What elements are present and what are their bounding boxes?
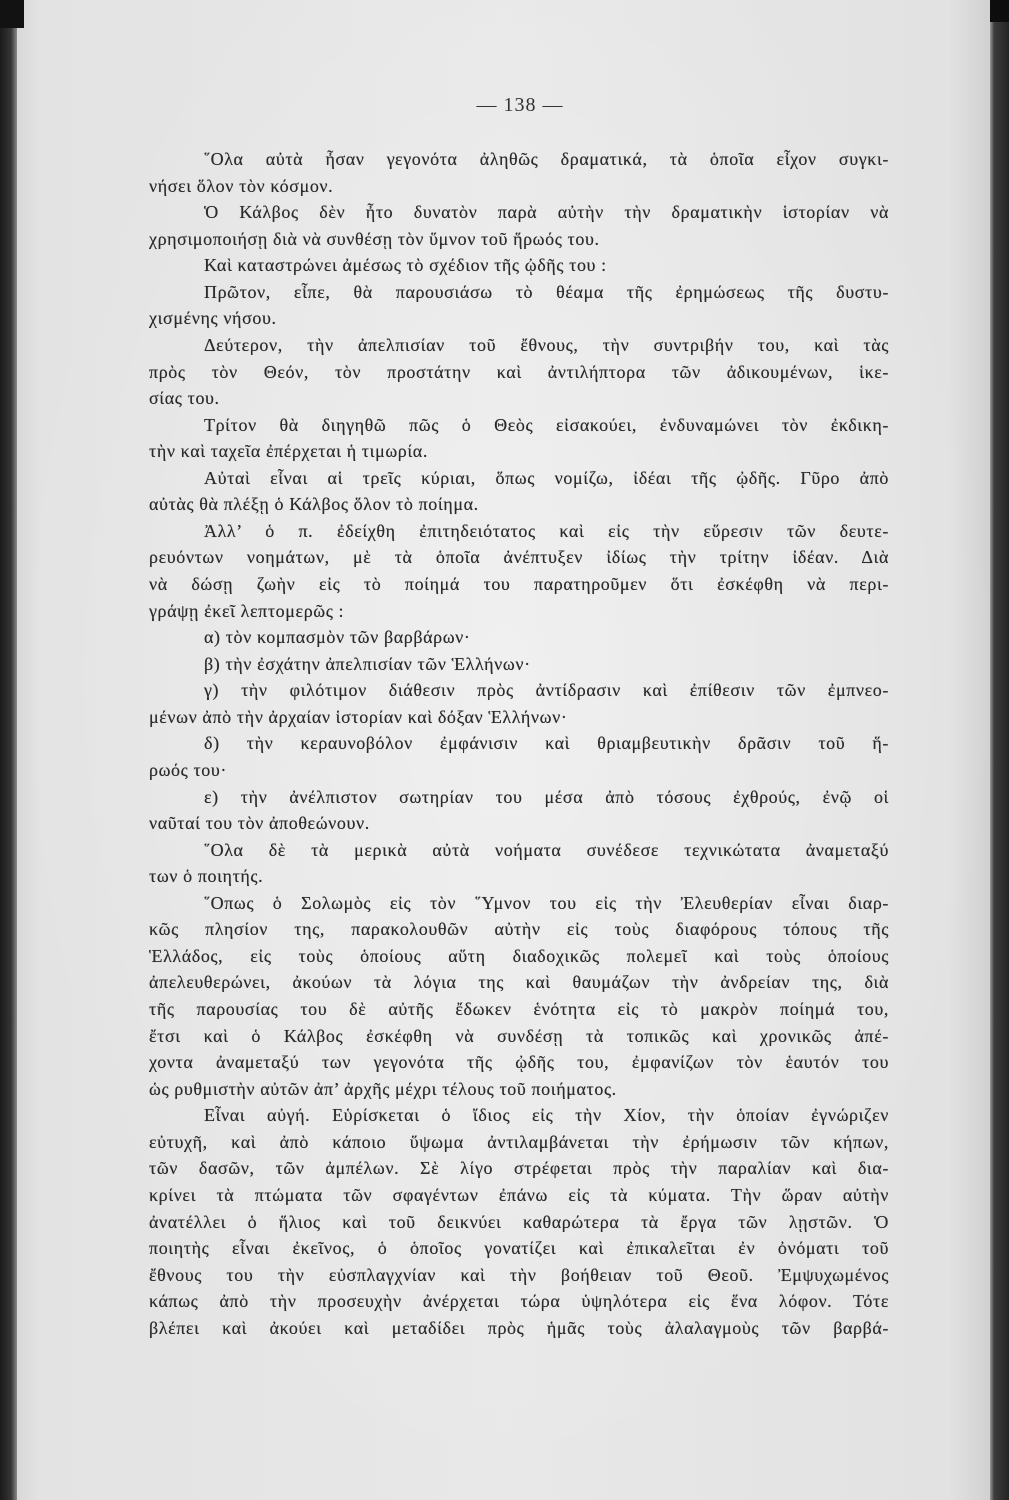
text-line: ε) τὴν ἀνέλπιστον σωτηρίαν του μέσα ἀπὸ τόσους ἐχθρούς, ἐνῷ οἱ xyxy=(204,786,889,807)
text-line: Ὁ Κάλβος δὲν ἦτο δυνατὸν παρὰ αὐτὴν τὴν δραματικὴν ἱστορίαν νὰ xyxy=(204,202,889,223)
text-line: πρὸς τὸν Θεόν, τὸν προστάτην καὶ ἀντιλήπτορα τῶν ἀδικουμένων, ἱκε- xyxy=(149,361,889,382)
text-line: ἔτσι καὶ ὁ Κάλβος ἐσκέφθη νὰ συνδέσῃ τὰ τοπικῶς καὶ χρονικῶς ἀπέ- xyxy=(149,1025,889,1046)
text-line: ῞Ολα αὐτὰ ἦσαν γεγονότα ἀληθῶς δραματικά, τὰ ὁποῖα εἶχον συγκι- xyxy=(204,149,889,169)
paragraph xyxy=(149,199,889,252)
paragraph xyxy=(149,332,889,412)
text-line: Αὐταὶ εἶναι αἱ τρεῖς κύριαι, ὅπως νομίζω, ἰδέαι τῆς ᾠδῆς. Γῦρο ἀπὸ xyxy=(204,467,889,488)
text-line: κάπως ἀπὸ τὴν προσευχὴν ἀνέρχεται τώρα ὑψηλότερα εἰς ἕνα λόφον. Τότε xyxy=(149,1291,889,1312)
text-line: ῞Οπως ὁ Σολωμὸς εἰς τὸν ῞Υμνον του εἰς τὴν Ἐλευθερίαν εἶναι διαρ- xyxy=(204,892,889,913)
text-line: βλέπει καὶ ἀκούει καὶ μεταδίδει πρὸς ἡμᾶς τοὺς ἀλαλαγμοὺς τῶν βαρβά- xyxy=(149,1317,889,1338)
text-line: των ὁ ποιητής. xyxy=(149,866,264,887)
paragraph xyxy=(149,146,889,199)
text-line: α) τὸν κομπασμὸν τῶν βαρβάρων· xyxy=(204,627,471,648)
text-line: μένων ἀπὸ τὴν ἀρχαίαν ἱστορίαν καὶ δόξαν Ἑλλήνων· xyxy=(149,706,568,727)
text-line: ἀπελευθερώνει, ἀκούων τὰ λόγια της καὶ θαυμάζων τὴν ἀνδρείαν της, διὰ xyxy=(149,972,889,993)
body-text xyxy=(149,146,889,1341)
text-line: ὡς ρυθμιστὴν αὐτῶν ἀπ’ ἀρχῆς μέχρι τέλους τοῦ ποιήματος. xyxy=(149,1078,617,1099)
paragraph xyxy=(149,1102,889,1341)
text-line: ναῦταί του τὸν ἀποθεώνουν. xyxy=(149,813,370,834)
text-line: χρησιμοποιήσῃ διὰ νὰ συνθέσῃ τὸν ὕμνον τοῦ ἥρωός του. xyxy=(149,228,600,249)
text-line: κρίνει τὰ πτώματα τῶν σφαγέντων ἐπάνω εἰς τὰ κύματα. Τὴν ὥραν αὐτὴν xyxy=(149,1184,889,1205)
paragraph xyxy=(149,252,889,279)
text-line: χισμένης νήσου. xyxy=(149,308,277,329)
paragraph xyxy=(149,890,889,1103)
text-line: τῶν δασῶν, τῶν ἀμπέλων. Σὲ λίγο στρέφεται πρὸς τὴν παραλίαν καὶ δια- xyxy=(149,1158,889,1179)
list-item-d xyxy=(149,730,889,783)
text-line: νήσει ὅλον τὸν κόσμον. xyxy=(149,175,334,196)
paragraph xyxy=(149,412,889,465)
paragraph xyxy=(149,518,889,624)
page-number: — 138 — xyxy=(476,94,564,116)
scan-corner-top-right xyxy=(990,0,1009,22)
text-line: Ἀλλ’ ὁ π. ἐδείχθη ἐπιτηδειότατος καὶ εἰς τὴν εὕρεσιν τῶν δευτε- xyxy=(204,520,889,541)
text-line: αὐτὰς θὰ πλέξῃ ὁ Κάλβος ὅλον τὸ ποίημα. xyxy=(149,494,479,515)
text-line: ρευόντων νοημάτων, μὲ τὰ ὁποῖα ἀνέπτυξεν ἰδίως τὴν τρίτην ἰδέαν. Διὰ xyxy=(149,547,889,568)
text-line: ἀνατέλλει ὁ ἥλιος καὶ τοῦ δεικνύει καθαρώτερα τὰ ἔργα τῶν λῃστῶν. Ὁ xyxy=(149,1211,889,1232)
list-item-b xyxy=(149,651,889,678)
list-item-a xyxy=(149,624,889,651)
list-item-c xyxy=(149,677,889,730)
list-item-e xyxy=(149,784,889,837)
scan-edge-left xyxy=(0,0,17,1500)
scan-edge-right xyxy=(990,0,1009,1500)
text-line: Καὶ καταστρώνει ἀμέσως τὸ σχέδιον τῆς ᾠδῆς του : xyxy=(204,255,607,276)
text-line: κῶς πλησίον της, παρακολουθῶν αὐτὴν εἰς τοὺς διαφόρους τόπους τῆς xyxy=(149,919,889,940)
text-line: γράψῃ ἐκεῖ λεπτομερῶς : xyxy=(149,600,345,621)
text-line: γ) τὴν φιλότιμον διάθεσιν πρὸς ἀντίδρασιν καὶ ἐπίθεσιν τῶν ἐμπνεο- xyxy=(204,680,889,701)
text-line: Εἶναι αὐγή. Εὑρίσκεται ὁ ἴδιος εἰς τὴν Χίον, τὴν ὁποίαν ἐγνώριζεν xyxy=(204,1105,889,1126)
text-line: ρωός του· xyxy=(149,759,227,780)
scan-corner-top-left xyxy=(0,0,24,28)
text-line: ἔθνους του τὴν εὐσπλαγχνίαν καὶ τὴν βοήθειαν τοῦ Θεοῦ. Ἐμψυχωμένος xyxy=(149,1264,889,1285)
text-line: Δεύτερον, τὴν ἀπελπισίαν τοῦ ἔθνους, τὴν συντριβήν του, καὶ τὰς xyxy=(204,334,889,355)
text-line: Πρῶτον, εἶπε, θὰ παρουσιάσω τὸ θέαμα τῆς ἐρημώσεως τῆς δυστυ- xyxy=(204,281,889,302)
text-line: δ) τὴν κεραυνοβόλον ἐμφάνισιν καὶ θριαμβευτικὴν δρᾶσιν τοῦ ἥ- xyxy=(204,733,889,754)
paragraph xyxy=(149,837,889,890)
paragraph xyxy=(149,279,889,332)
text-line: τῆς παρουσίας του δὲ αὐτῆς ἔδωκεν ἑνότητα εἰς τὸ μακρὸν ποίημά του, xyxy=(149,999,889,1019)
text-line: νὰ δώσῃ ζωὴν εἰς τὸ ποίημά του παρατηροῦμεν ὅτι ἐσκέφθη νὰ περι- xyxy=(149,574,889,594)
paragraph xyxy=(149,465,889,518)
text-line: ῞Ολα δὲ τὰ μερικὰ αὐτὰ νοήματα συνέδεσε τεχνικώτατα ἀναμεταξύ xyxy=(204,839,889,860)
text-line: σίας του. xyxy=(149,388,220,409)
text-line: Τρίτον θὰ διηγηθῶ πῶς ὁ Θεὸς εἰσακούει, ἐνδυναμώνει τὸν ἐκδικη- xyxy=(204,414,889,435)
text-line: χοντα ἀναμεταξύ των γεγονότα τῆς ᾠδῆς του, ἐμφανίζων τὸν ἑαυτόν του xyxy=(149,1052,889,1073)
text-line: εὐτυχῆ, καὶ ἀπὸ κάποιο ὕψωμα ἀντιλαμβάνεται τὴν ἐρήμωσιν τῶν κήπων, xyxy=(149,1131,889,1152)
text-line: ποιητὴς εἶναι ἐκεῖνος, ὁ ὁποῖος γονατίζει καὶ ἐπικαλεῖται ἐν ὀνόματι τοῦ xyxy=(149,1238,889,1259)
text-line: β) τὴν ἐσχάτην ἀπελπισίαν τῶν Ἑλλήνων· xyxy=(204,653,531,674)
text-line: Ἑλλάδος, εἰς τοὺς ὁποίους αὕτη διαδοχικῶς πολεμεῖ καὶ τοὺς ὁποίους xyxy=(149,945,889,966)
text-line: τὴν καὶ ταχεῖα ἐπέρχεται ἡ τιμωρία. xyxy=(149,441,428,462)
